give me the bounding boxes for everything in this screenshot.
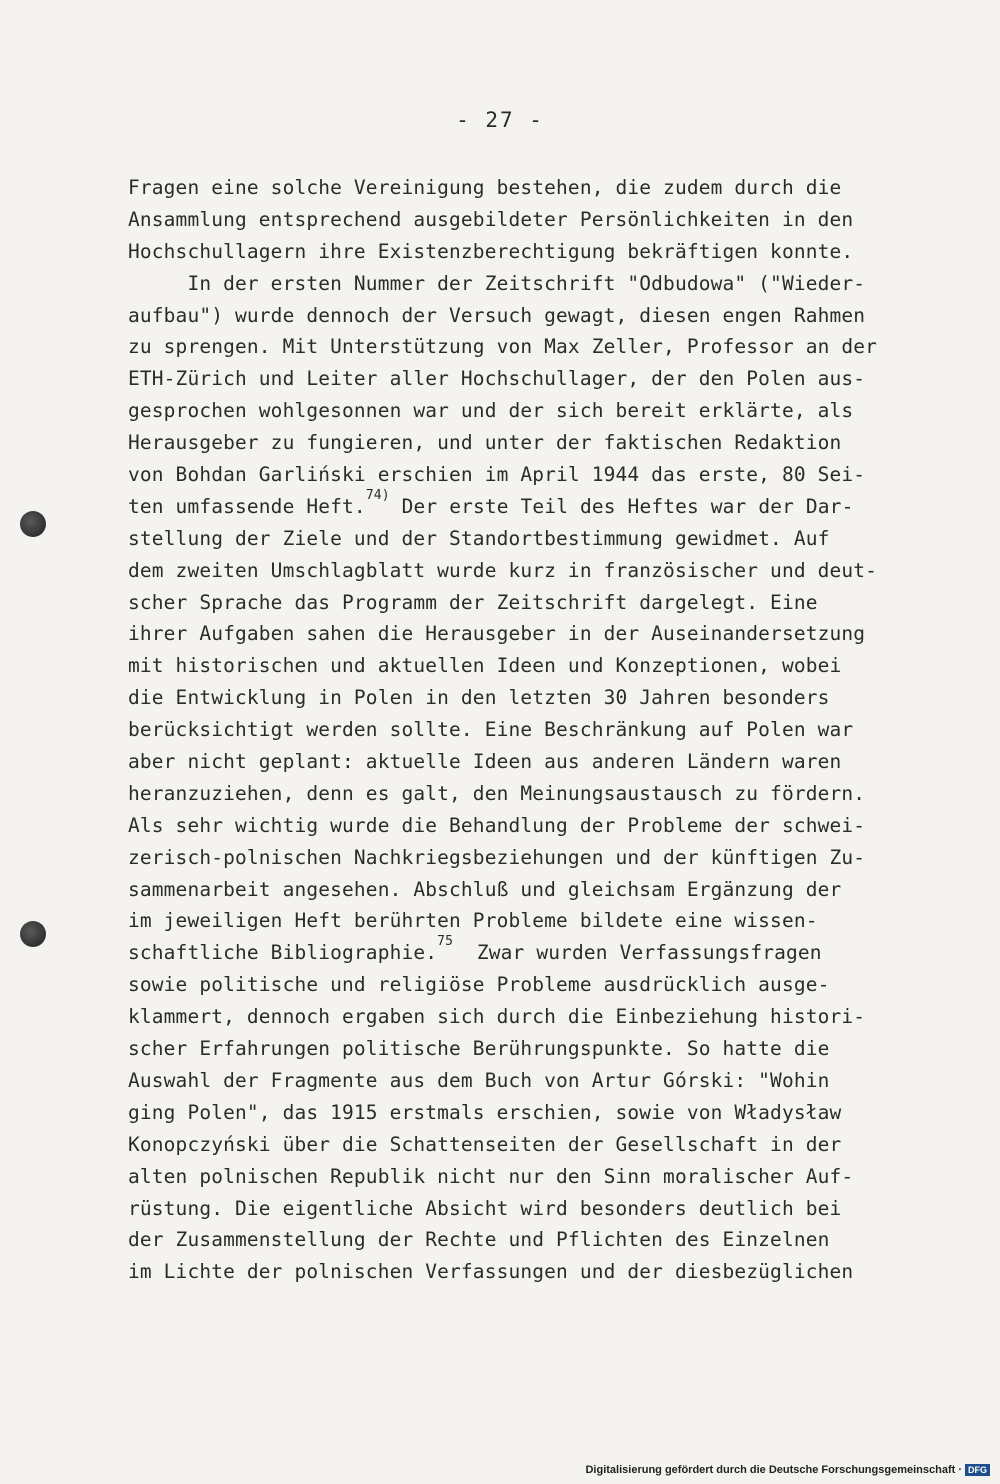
line-text: ihrer Aufgaben sahen die Herausgeber in der Auseinandersetzung [128, 622, 866, 646]
text-line [128, 810, 948, 842]
text-line [128, 204, 948, 236]
text-line [128, 714, 948, 746]
text-line [128, 300, 948, 332]
line-text: schaftliche Bibliographie. [128, 941, 438, 965]
line-text: die Entwicklung in Polen in den letzten 30 Jahren besonders [128, 686, 830, 710]
line-text: Als sehr wichtig wurde die Behandlung der Probleme der schwei- [128, 813, 866, 837]
text-line [128, 395, 948, 427]
text-line [128, 874, 948, 906]
text-line [128, 1097, 948, 1129]
footer-credit-text: Digitalisierung gefördert durch die Deutsche Forschungsgemeinschaft · [585, 1464, 962, 1476]
punch-hole-bottom [20, 921, 46, 947]
line-text: stellung der Ziele und der Standortbestimmung gewidmet. Auf [128, 526, 830, 550]
line-text: scher Sprache das Programm der Zeitschrift dargelegt. Eine [128, 590, 818, 614]
line-text: sowie politische und religiöse Probleme ausdrücklich ausge- [128, 973, 830, 997]
line-text: Konopczyński über die Schattenseiten der Gesellschaft in der [128, 1132, 842, 1156]
footer-credit [585, 1464, 990, 1476]
footnote-marker: 75 [437, 934, 454, 950]
line-text: In der ersten Nummer der Zeitschrift "Odbudowa" ("Wieder- [128, 271, 866, 295]
line-text: rüstung. Die eigentliche Absicht wird besonders deutlich bei [128, 1196, 842, 1220]
line-text: sammenarbeit angesehen. Abschluß und gleichsam Ergänzung der [128, 877, 842, 901]
text-line [128, 1129, 948, 1161]
line-text-continued: Der erste Teil des Heftes war der Dar- [389, 494, 854, 518]
line-text: dem zweiten Umschlagblatt wurde kurz in französischer und deut- [128, 558, 878, 582]
line-text: scher Erfahrungen politische Berührungspunkte. So hatte die [128, 1037, 830, 1061]
text-line [128, 1033, 948, 1065]
line-text: von Bohdan Garliński erschien im April 1944 das erste, 80 Sei- [128, 463, 866, 487]
text-line [128, 618, 948, 650]
line-text: zerisch-polnischen Nachkriegsbeziehungen und der künftigen Zu- [128, 845, 866, 869]
line-text: Hochschullagern ihre Existenzberechtigung bekräftigen konnte. [128, 239, 854, 263]
line-text: im Lichte der polnischen Verfassungen und der diesbezüglichen [128, 1260, 854, 1284]
text-line [128, 459, 948, 491]
text-line [128, 746, 948, 778]
text-line [128, 1001, 948, 1033]
text-line [128, 1193, 948, 1225]
text-line [128, 1224, 948, 1256]
line-text: ETH-Zürich und Leiter aller Hochschullager, der den Polen aus- [128, 367, 866, 391]
text-line [128, 682, 948, 714]
line-text: heranzuziehen, denn es galt, den Meinungsaustausch zu fördern. [128, 781, 866, 805]
text-line [128, 555, 948, 587]
text-line [128, 905, 948, 937]
text-line [128, 650, 948, 682]
line-text: Ansammlung entsprechend ausgebildeter Persönlichkeiten in den [128, 207, 854, 231]
text-line [128, 934, 948, 969]
line-text: mit historischen und aktuellen Ideen und Konzeptionen, wobei [128, 654, 842, 678]
line-text: zu sprengen. Mit Unterstützung von Max Zeller, Professor an der [128, 335, 878, 359]
text-line [128, 363, 948, 395]
line-text: aber nicht geplant: aktuelle Ideen aus anderen Ländern waren [128, 750, 842, 774]
text-line [128, 1161, 948, 1193]
text-line [128, 778, 948, 810]
text-line [128, 487, 948, 523]
line-text: aufbau") wurde dennoch der Versuch gewagt, diesen engen Rahmen [128, 303, 866, 327]
line-text: berücksichtigt werden sollte. Eine Beschränkung auf Polen war [128, 718, 854, 742]
line-text: ten umfassende Heft. [128, 494, 366, 518]
body-text [128, 172, 948, 1288]
text-line [128, 842, 948, 874]
text-line [128, 268, 948, 300]
line-text: Herausgeber zu fungieren, und unter der faktischen Redaktion [128, 431, 842, 455]
punch-hole-top [20, 511, 46, 537]
text-line [128, 1256, 948, 1288]
line-text: Auswahl der Fragmente aus dem Buch von Artur Górski: "Wohin [128, 1068, 830, 1092]
line-text: klammert, dennoch ergaben sich durch die Einbeziehung histori- [128, 1005, 866, 1029]
text-line [128, 523, 948, 555]
text-line [128, 172, 948, 204]
page-number: - 27 - [456, 108, 544, 132]
footnote-marker: 74) [365, 487, 390, 503]
text-line [128, 427, 948, 459]
line-text-continued: Zwar wurden Verfassungsfragen [453, 941, 822, 965]
text-line [128, 236, 948, 268]
text-line [128, 587, 948, 619]
text-line [128, 969, 948, 1001]
dfg-logo: DFG [965, 1464, 990, 1476]
line-text: Fragen eine solche Vereinigung bestehen, die zudem durch die [128, 176, 842, 199]
text-line [128, 331, 948, 363]
line-text: gesprochen wohlgesonnen war und der sich bereit erklärte, als [128, 399, 854, 423]
text-line [128, 1065, 948, 1097]
line-text: der Zusammenstellung der Rechte und Pflichten des Einzelnen [128, 1228, 830, 1252]
line-text: ging Polen", das 1915 erstmals erschien, sowie von Władysław [128, 1100, 842, 1124]
line-text: alten polnischen Republik nicht nur den Sinn moralischer Auf- [128, 1164, 854, 1188]
line-text: im jeweiligen Heft berührten Probleme bildete eine wissen- [128, 909, 818, 933]
